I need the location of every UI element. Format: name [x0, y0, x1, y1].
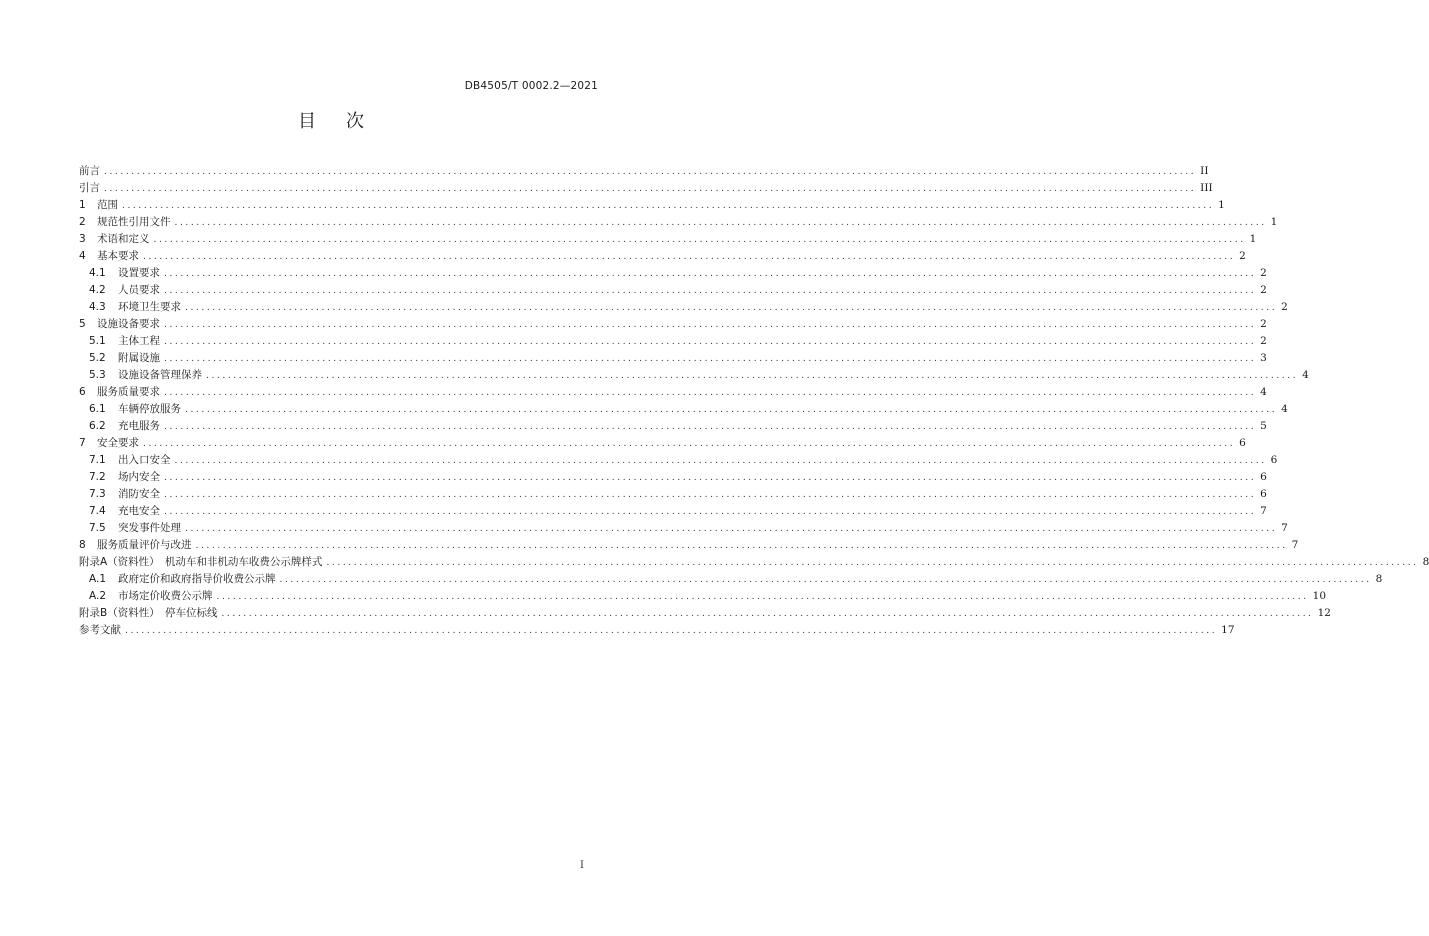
toc-entry-text: 安全要求	[97, 437, 139, 449]
toc-entry-page: 2	[1281, 301, 1288, 313]
toc-entry-page: 8	[1375, 573, 1383, 585]
toc-leader-dots: ........................................................................................................................................................................................................	[174, 218, 1267, 228]
toc-entry-text: 车辆停放服务	[118, 403, 181, 415]
toc-entry-number: A.2	[89, 590, 107, 602]
toc-entry-label	[79, 163, 100, 180]
toc-entry-number: 7	[79, 437, 86, 449]
toc-entry-text: 设施设备管理保养	[118, 369, 202, 381]
toc-entry-page: III	[1200, 182, 1213, 194]
toc-entry-text: 市场定价收费公示牌	[118, 590, 213, 602]
toc-entry[interactable]	[79, 316, 1267, 333]
toc-entry-text: 基本要求	[97, 250, 139, 262]
toc-entry-label	[89, 299, 181, 316]
toc-entry-text: 附录B（资料性） 停车位标线	[79, 607, 218, 619]
toc-entry-page: 4	[1260, 386, 1267, 398]
toc-entry-label	[79, 605, 217, 622]
toc-entry[interactable]	[79, 214, 1278, 231]
toc-leader-dots: ........................................................................................................................................................................................................	[164, 337, 1257, 347]
toc-entry-label	[89, 452, 171, 469]
table-of-contents	[79, 163, 1429, 639]
toc-entry-text: 充电服务	[118, 420, 160, 432]
toc-entry-text: 充电安全	[118, 505, 160, 517]
toc-entry-label	[79, 316, 160, 333]
toc-leader-dots: ........................................................................................................................................................................................................	[164, 286, 1257, 296]
toc-entry[interactable]	[79, 282, 1267, 299]
toc-leader-dots: ........................................................................................................................................................................................................	[164, 490, 1257, 500]
toc-leader-dots: ........................................................................................................................................................................................................	[185, 524, 1278, 534]
toc-entry-number: 4	[79, 250, 86, 262]
toc-entry-number: 5	[79, 318, 86, 330]
toc-entry-label	[89, 520, 181, 537]
toc-entry-page: II	[1200, 165, 1209, 177]
toc-leader-dots: ........................................................................................................................................................................................................	[153, 235, 1246, 245]
toc-leader-dots: ........................................................................................................................................................................................................	[195, 541, 1288, 551]
toc-entry-page: 12	[1317, 607, 1331, 619]
toc-leader-dots: ........................................................................................................................................................................................................	[143, 439, 1236, 449]
toc-entry-label	[79, 537, 192, 554]
toc-leader-dots: ........................................................................................................................................................................................................	[221, 609, 1314, 619]
toc-leader-dots: ........................................................................................................................................................................................................	[216, 592, 1309, 602]
toc-entry[interactable]	[79, 180, 1213, 197]
toc-entry-page: 4	[1302, 369, 1309, 381]
toc-leader-dots: ........................................................................................................................................................................................................	[164, 320, 1257, 330]
toc-leader-dots: ........................................................................................................................................................................................................	[326, 558, 1419, 568]
toc-entry[interactable]	[79, 554, 1429, 571]
toc-entry-page: 1	[1249, 233, 1257, 245]
toc-leader-dots: ........................................................................................................................................................................................................	[104, 167, 1197, 177]
toc-entry[interactable]	[79, 503, 1267, 520]
toc-entry-page: 10	[1312, 590, 1327, 602]
toc-entry-label	[79, 248, 139, 265]
toc-leader-dots: ........................................................................................................................................................................................................	[174, 456, 1267, 466]
toc-entry-label	[89, 350, 160, 367]
toc-entry[interactable]	[79, 248, 1246, 265]
toc-entry-label	[79, 180, 100, 197]
toc-leader-dots: ........................................................................................................................................................................................................	[143, 252, 1236, 262]
toc-entry[interactable]	[79, 469, 1267, 486]
toc-entry-page: 6	[1270, 454, 1278, 466]
toc-entry-number: 7.1	[89, 454, 106, 466]
toc-entry-label	[89, 571, 276, 588]
toc-entry-label	[89, 469, 160, 486]
toc-entry-page: 7	[1281, 522, 1288, 534]
toc-entry-page: 2	[1239, 250, 1246, 262]
toc-entry[interactable]	[79, 605, 1331, 622]
toc-entry-text: 环境卫生要求	[118, 301, 181, 313]
toc-entry-label	[79, 435, 139, 452]
toc-entry-text: 服务质量评价与改进	[97, 539, 192, 551]
toc-entry-number: 8	[79, 539, 86, 551]
toc-entry-page: 5	[1260, 420, 1267, 432]
toc-entry[interactable]	[79, 435, 1246, 452]
toc-entry-page: 2	[1260, 335, 1267, 347]
toc-entry-text: 范围	[97, 199, 118, 211]
toc-leader-dots: ........................................................................................................................................................................................................	[185, 303, 1278, 313]
toc-entry-label	[79, 197, 118, 214]
toc-entry-text: 引言	[79, 182, 100, 194]
toc-entry-label	[89, 265, 160, 282]
toc-entry-text: 设施设备要求	[97, 318, 160, 330]
toc-entry-page: 7	[1291, 539, 1299, 551]
toc-entry[interactable]	[79, 333, 1267, 350]
toc-entry-number: 7.5	[89, 522, 106, 534]
toc-entry-text: 人员要求	[118, 284, 160, 296]
toc-entry-page: 6	[1260, 488, 1267, 500]
toc-leader-dots: ........................................................................................................................................................................................................	[279, 575, 1372, 585]
toc-entry-text: 出入口安全	[118, 454, 171, 466]
toc-entry-page: 6	[1260, 471, 1267, 483]
toc-entry-text: 突发事件处理	[118, 522, 181, 534]
toc-entry-text: 前言	[79, 165, 100, 177]
toc-entry-page: 8	[1422, 556, 1429, 568]
toc-entry-label	[79, 214, 171, 231]
toc-entry-page: 1	[1218, 199, 1225, 211]
toc-entry-label	[89, 367, 202, 384]
toc-entry[interactable]	[79, 350, 1267, 367]
toc-entry-label	[89, 588, 213, 605]
toc-entry[interactable]	[79, 418, 1267, 435]
toc-entry-label	[79, 554, 322, 571]
toc-entry-text: 参考文献	[79, 624, 121, 636]
page-number: I	[580, 860, 584, 871]
toc-leader-dots: ........................................................................................................................................................................................................	[185, 405, 1278, 415]
toc-entry-label	[89, 503, 160, 520]
toc-entry-text: 规范性引用文件	[97, 216, 171, 228]
toc-entry[interactable]	[79, 384, 1267, 401]
toc-entry-number: 4.1	[89, 267, 106, 279]
toc-entry-text: 设置要求	[118, 267, 160, 279]
toc-entry[interactable]	[79, 622, 1235, 639]
toc-leader-dots: ........................................................................................................................................................................................................	[164, 422, 1257, 432]
toc-entry[interactable]	[79, 537, 1299, 554]
toc-entry[interactable]	[79, 265, 1267, 282]
toc-entry-text: 术语和定义	[97, 233, 150, 245]
toc-leader-dots: ........................................................................................................................................................................................................	[164, 354, 1257, 364]
toc-entry-label	[79, 622, 121, 639]
toc-entry-page: 2	[1260, 267, 1267, 279]
toc-entry-number: 6.2	[89, 420, 106, 432]
toc-entry-number: 4.3	[89, 301, 106, 313]
toc-entry-label	[79, 231, 150, 248]
toc-entry-page: 3	[1260, 352, 1267, 364]
toc-leader-dots: ........................................................................................................................................................................................................	[206, 371, 1299, 381]
toc-entry-page: 1	[1270, 216, 1278, 228]
document-code: DB4505/T 0002.2—2021	[464, 80, 598, 92]
toc-entry-number: 6	[79, 386, 86, 398]
toc-entry-number: 7.4	[89, 505, 106, 517]
toc-entry[interactable]	[79, 401, 1288, 418]
toc-entry-label	[89, 333, 160, 350]
toc-entry[interactable]	[79, 452, 1278, 469]
toc-entry-text: 附录A（资料性） 机动车和非机动车收费公示牌样式	[79, 556, 323, 568]
toc-leader-dots: ........................................................................................................................................................................................................	[125, 626, 1218, 636]
toc-entry-number: 4.2	[89, 284, 106, 296]
toc-entry-page: 6	[1239, 437, 1246, 449]
toc-entry-number: 7.2	[89, 471, 106, 483]
toc-entry-text: 消防安全	[118, 488, 160, 500]
toc-entry-page: 17	[1221, 624, 1235, 636]
page-title: 目次	[298, 111, 394, 132]
toc-entry-number: 3	[79, 233, 86, 245]
toc-entry-number: 5.1	[89, 335, 106, 347]
toc-entry-text: 政府定价和政府指导价收费公示牌	[118, 573, 276, 585]
toc-entry-number: 2	[79, 216, 86, 228]
toc-entry[interactable]	[79, 588, 1327, 605]
toc-entry-text: 场内安全	[118, 471, 160, 483]
toc-leader-dots: ........................................................................................................................................................................................................	[164, 269, 1257, 279]
toc-entry-text: 主体工程	[118, 335, 160, 347]
toc-entry[interactable]	[79, 571, 1383, 588]
toc-entry-text: 服务质量要求	[97, 386, 160, 398]
toc-entry[interactable]	[79, 163, 1209, 180]
toc-entry-number: A.1	[89, 573, 107, 585]
toc-entry[interactable]	[79, 520, 1288, 537]
toc-entry[interactable]	[79, 299, 1288, 316]
toc-entry[interactable]	[79, 197, 1225, 214]
toc-leader-dots: ........................................................................................................................................................................................................	[164, 473, 1257, 483]
toc-entry-number: 1	[79, 199, 86, 211]
toc-entry-number: 7.3	[89, 488, 106, 500]
toc-entry-label	[89, 486, 160, 503]
toc-entry-number: 5.3	[89, 369, 106, 381]
toc-entry-label	[79, 384, 160, 401]
toc-entry-label	[89, 418, 160, 435]
toc-entry-page: 7	[1260, 505, 1267, 517]
toc-leader-dots: ........................................................................................................................................................................................................	[164, 388, 1257, 398]
toc-entry-label	[89, 401, 181, 418]
toc-leader-dots: ........................................................................................................................................................................................................	[104, 184, 1197, 194]
toc-entry-page: 4	[1281, 403, 1288, 415]
toc-entry[interactable]	[79, 486, 1267, 503]
toc-leader-dots: ........................................................................................................................................................................................................	[164, 507, 1257, 517]
toc-entry-text: 附属设施	[118, 352, 160, 364]
toc-leader-dots: ........................................................................................................................................................................................................	[122, 201, 1215, 211]
toc-entry-page: 2	[1260, 284, 1267, 296]
toc-entry-number: 5.2	[89, 352, 106, 364]
toc-entry-page: 2	[1260, 318, 1267, 330]
toc-entry[interactable]	[79, 231, 1257, 248]
toc-entry-label	[89, 282, 160, 299]
toc-entry-number: 6.1	[89, 403, 106, 415]
toc-entry[interactable]	[79, 367, 1309, 384]
